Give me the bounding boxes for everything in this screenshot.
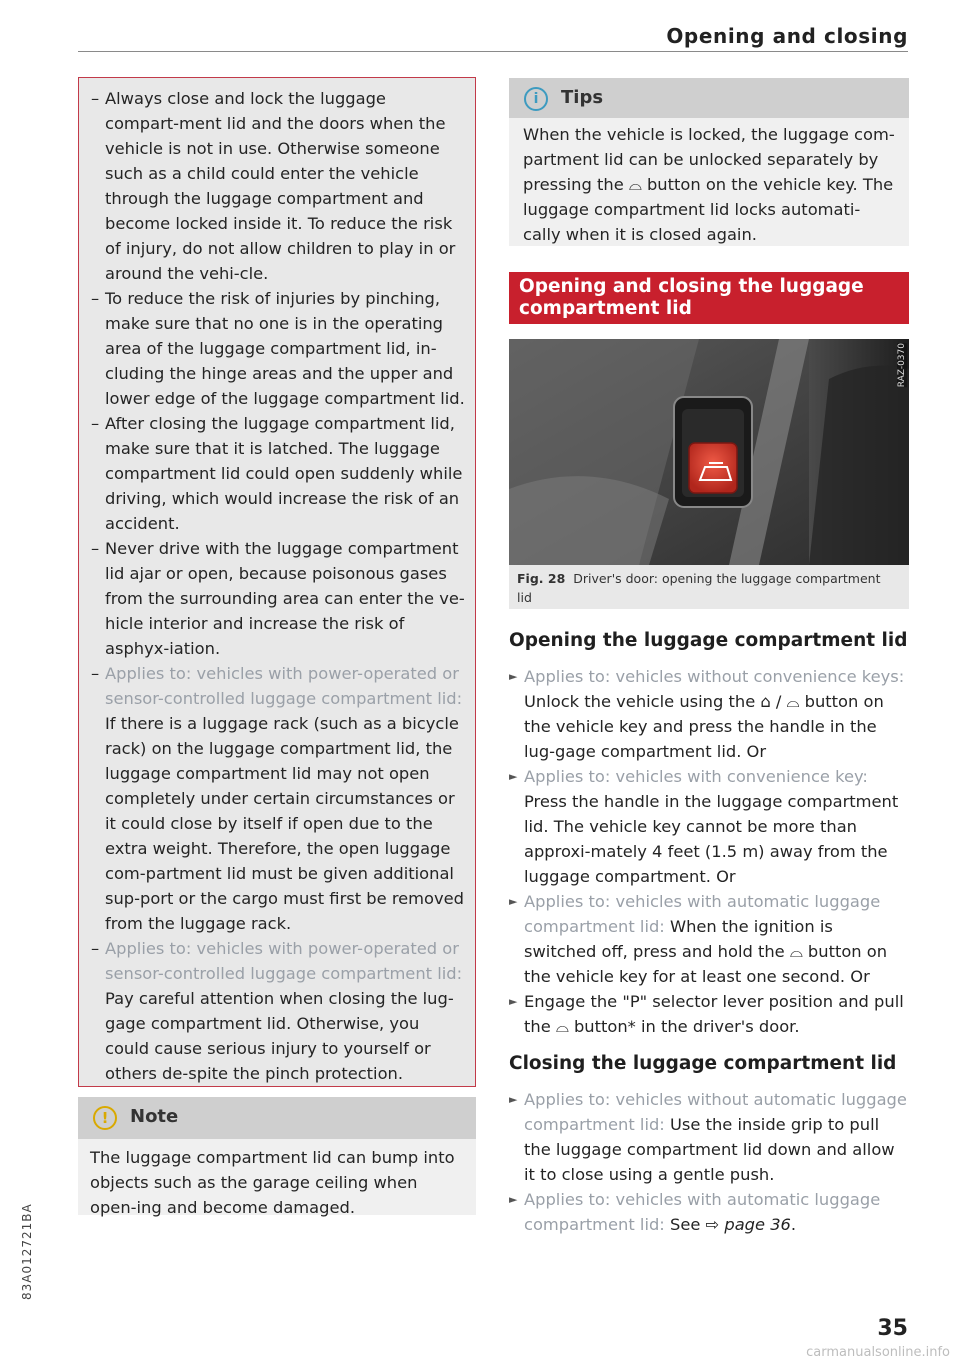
info-circle-icon: i [524,87,548,111]
figure-code: RAZ-0370 [897,343,907,388]
note-body: The luggage compartment lid can bump into objects such as the garage ceiling when open-ing and become damaged. [90,1148,455,1217]
section-title: Opening and closing the luggage compartment lid [509,272,909,324]
page-reference-link[interactable]: page 36 [724,1215,791,1234]
warning-item: – Never drive with the luggage compartment lid ajar or open, because poisonous gases from the surrounding area can enter the ve-hicle interior and increase the risk of asphyx-iation. [91,539,465,658]
warning-item: – After closing the luggage compartment lid, make sure that it is latched. The luggage compartment lid could open suddenly while driving, which would increase the risk of an accident. [91,414,463,533]
page-number: 35 [877,1316,908,1341]
list-item: ► Applies to: vehicles with automatic luggage compartment lid: When the ignition is switched off, press and hold the ⌓ button on the vehicle key for at least one second. Or [509,892,888,986]
warning-item-text: Pay careful attention when closing the lug-gage compartment lid. Otherwise, you could cause serious injury to yourself or others de-spite the pinch protection. [105,989,454,1083]
list-item-text: See ⇨ [669,1215,725,1234]
applies-to-text: Applies to: vehicles without convenience keys: [524,667,905,686]
figure-caption [509,565,909,607]
applies-to-text: Applies to: vehicles without automatic luggage compartment lid: [524,1090,907,1134]
list-item: ► Engage the "P" selector lever position and pull the ⌓ button* in the driver's door. [509,992,904,1036]
warning-item-text: To reduce the risk of injuries by pinching, make sure that no one is in the operating area of the luggage compartment lid, in-cluding the hinge areas and the upper and lower edge of the luggage compartment lid. [105,289,465,408]
applies-to-text: Applies to: vehicles with convenience key: [524,767,868,786]
warning-item: – Applies to: vehicles with power-operated or sensor-controlled luggage compartment lid: Pay careful attention when closing the lug-gage compartment lid. Otherwise, you could cause serious injury to yourself or others de-spite the pinch protection. [91,939,463,1083]
warning-item: – Always close and lock the luggage compart-ment lid and the doors when the vehicle is not in use. Otherwise someone such as a child could enter the vehicle through the luggage compartment and become locked inside it. To reduce the risk of injury, do not allow children to play in or around the vehi-cle. [91,89,456,283]
note-box [78,1097,476,1215]
list-item-text: When the ignition is switched off, press and hold the ⌓ button on the vehicle key for at least one second. Or [524,917,888,986]
list-item-text: Engage the "P" selector lever position and pull the ⌓ button* in the driver's door. [524,992,904,1036]
warning-item-text: Never drive with the luggage compartment lid ajar or open, because poisonous gases from the surrounding area can enter the ve-hicle interior and increase the risk of asphyx-iation. [105,539,465,658]
closing-heading: Closing the luggage compartment lid [509,1053,897,1074]
applies-to-text: Applies to: vehicles with automatic luggage compartment lid: [524,892,881,936]
warning-box [78,77,476,1087]
opening-heading: Opening the luggage compartment lid [509,630,908,651]
opening-list [509,664,909,1039]
header-divider [78,51,908,52]
door-switch-photo [509,339,909,565]
tips-body: When the vehicle is locked, the luggage com-partment lid can be unlocked separately by pressing the ⌓ button on the vehicle key. The luggage compartment lid locks automati-cally when it is closed again. [523,125,895,244]
list-item-text: Unlock the vehicle using the ⌂ / ⌓ button on the vehicle key and press the handle in the lug-gage compartment lid. Or [524,692,884,761]
warning-item-text: If there is a luggage rack (such as a bicycle rack) on the luggage compartment lid, the luggage compartment lid may not open completely under certain circumstances or it could close by itself if open due to the extra weight. Therefore, the open luggage com-partment lid must be given additional sup-port or the cargo must first be removed from the luggage rack. [105,714,464,933]
warning-item: – To reduce the risk of injuries by pinching, make sure that no one is in the operating area of the luggage compartment lid, in-cluding the hinge areas and the upper and lower edge of the luggage compartment lid. [91,289,465,408]
list-item: ► Applies to: vehicles without automatic luggage compartment lid: Use the inside grip to pull the luggage compartment lid down and allow it to close using a gentle push. [509,1090,907,1184]
warning-item-text: Always close and lock the luggage compart-ment lid and the doors when the vehicle is not in use. Otherwise someone such as a child could enter the vehicle through the luggage compartment and become locked inside it. To reduce the risk of injury, do not allow children to play in or around the vehi-cle. [105,89,456,283]
figure-label: Fig. 28 [517,571,566,586]
tips-box [509,78,909,246]
list-item-text: Press the handle in the luggage compartment lid. The vehicle key cannot be more than approxi-mately 4 feet (1.5 m) away from the luggage compartment. Or [524,792,899,886]
list-item: ► Applies to: vehicles with automatic luggage compartment lid: See ⇨ page 36. [509,1190,881,1234]
tips-title: Tips [561,87,604,108]
list-item-text: Use the inside grip to pull the luggage compartment lid down and allow it to close using a gentle push. [524,1115,895,1184]
watermark: carmanualsonline.info [806,1345,950,1360]
figure-caption-text: Driver's door: opening the luggage compartment lid [517,571,881,605]
warning-item: – Applies to: vehicles with power-operated or sensor-controlled luggage compartment lid: If there is a luggage rack (such as a bicycle rack) on the luggage compartment lid, the luggage compartment lid may not open completely under certain circumstances or it could close by itself if open due to the extra weight. Therefore, the open luggage com-partment lid must be given additional sup-port or the cargo must first be removed from the luggage rack. [91,664,464,933]
applies-to-text: Applies to: vehicles with automatic luggage compartment lid: [524,1190,881,1234]
tips-header [509,78,909,118]
list-item: ► Applies to: vehicles without convenience keys: Unlock the vehicle using the ⌂ / ⌓ button on the vehicle key and press the handle in the lug-gage compartment lid. Or [509,667,905,761]
figure-image [509,339,909,565]
applies-to-text: Applies to: vehicles with power-operated or sensor-controlled luggage compartment lid: [105,664,463,708]
page-header-title: Opening and closing [666,24,908,48]
figure-caption-box [509,565,909,609]
list-item: ► Applies to: vehicles with convenience key: Press the handle in the luggage compartment lid. The vehicle key cannot be more than approxi-mately 4 feet (1.5 m) away from the luggage compartment. Or [509,767,899,886]
closing-list [509,1087,909,1237]
warning-item-text: After closing the luggage compartment lid, make sure that it is latched. The luggage compartment lid could open suddenly while driving, which would increase the risk of an accident. [105,414,463,533]
note-title: Note [130,1106,179,1127]
exclamation-circle-icon: ! [93,1106,117,1130]
list-item-suffix: . [790,1215,797,1234]
document-code: 83A012721BA [20,1203,34,1300]
applies-to-text: Applies to: vehicles with power-operated or sensor-controlled luggage compartment lid: [105,939,463,983]
note-header [78,1097,476,1139]
